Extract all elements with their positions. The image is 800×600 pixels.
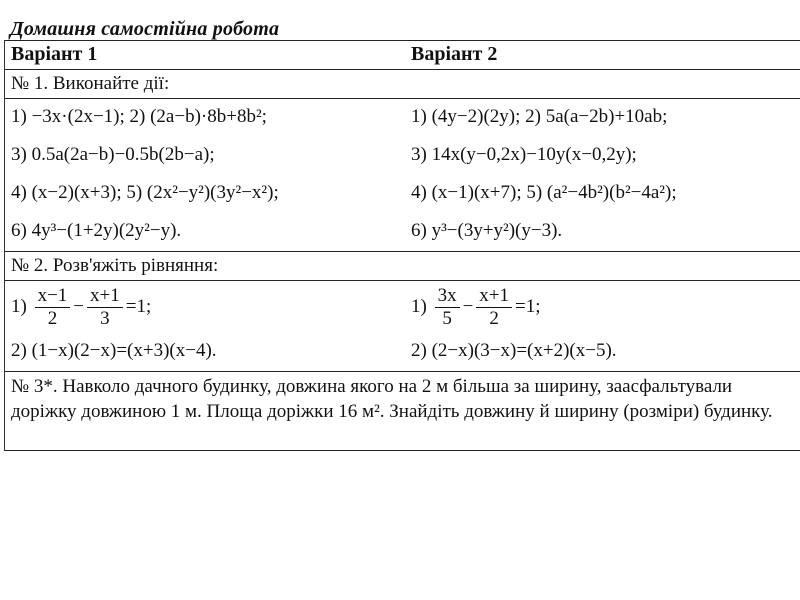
item-number: 1) [411,296,427,317]
task-2-label: № 2. Розв'яжіть рівняння: [11,255,219,276]
equation-rhs: =1; [515,296,541,317]
task-1-row [5,213,800,251]
header-row [5,40,800,69]
fraction [87,285,123,330]
task-2-row [5,280,800,333]
task-1-row-3-variant-2: 4) (x−1)(x+7); 5) (a²−4b²)(b²−4a²); [411,182,677,203]
task-2-header [5,251,800,280]
task-1-row-4-variant-1: 6) 4y³−(1+2y)(2y²−y). [11,220,182,241]
denominator: 2 [47,307,58,329]
task-3-block [5,371,800,451]
task-1-row [5,137,800,175]
page-title: Домашня самостійна робота [10,18,280,40]
numerator: x+1 [87,285,123,308]
task-2-equation-1-variant-2 [411,283,541,331]
equation-rhs: =1; [125,296,152,317]
denominator: 5 [442,307,452,329]
task-1-row-1-variant-2: 1) (4y−2)(2y); 2) 5a(a−2b)+10ab; [411,106,668,127]
denominator: 2 [489,307,499,329]
task-2-equation-1-variant-1 [11,283,151,331]
item-number: 1) [11,296,27,317]
worksheet-table [4,40,800,451]
task-2-equation-2-variant-1: 2) (1−x)(2−x)=(x+3)(x−4). [11,340,217,361]
task-1-row [5,175,800,213]
variant-2-header: Варіант 2 [411,43,498,65]
fraction [476,285,512,330]
fraction [35,285,71,330]
numerator: x−1 [35,285,71,308]
task-1-row [5,98,800,137]
numerator: 3x [435,285,460,308]
task-1-row-4-variant-2: 6) y³−(3y+y²)(y−3). [411,220,563,241]
denominator: 3 [100,307,110,329]
task-2-row [5,333,800,371]
operator: − [462,296,474,317]
task-1-label: № 1. Виконайте дії: [11,73,170,94]
task-1-row-1-variant-1: 1) −3x·(2x−1); 2) (2a−b)·8b+8b²; [11,106,267,127]
operator: − [73,296,85,317]
variant-1-header: Варіант 1 [11,43,98,65]
task-1-row-2-variant-1: 3) 0.5a(2a−b)−0.5b(2b−a); [11,144,215,165]
task-3-text: № 3*. Навколо дачного будинку, довжина якого на 2 м більша за ширину, заасфальтували доріжку довжиною 1 м. Площа доріжки 16 м². Знайдіть довжину й ширину (розміри) будинку. [11,376,773,422]
task-1-header [5,69,800,98]
task-1-row-3-variant-1: 4) (x−2)(x+3); 5) (2x²−y²)(3y²−x²); [11,182,279,203]
numerator: x+1 [476,285,512,308]
task-1-row-2-variant-2: 3) 14x(y−0,2x)−10y(x−0,2y); [411,144,637,165]
fraction [435,285,460,330]
task-2-equation-2-variant-2: 2) (2−x)(3−x)=(x+2)(x−5). [411,340,617,361]
